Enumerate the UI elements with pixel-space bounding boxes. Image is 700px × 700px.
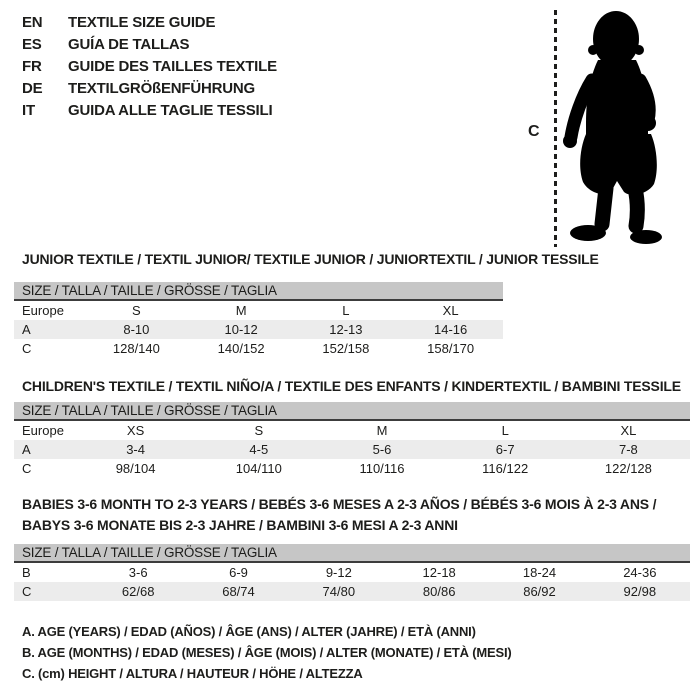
table-cell: 4-5 — [249, 442, 269, 457]
language-title: TEXTILE SIZE GUIDE — [68, 14, 216, 31]
table-row — [14, 421, 690, 440]
section-heading-babies — [22, 494, 656, 536]
babies-size-table — [14, 544, 690, 601]
table-cell: 152/158 — [322, 341, 370, 356]
table-cell: 122/128 — [604, 461, 652, 476]
language-code: ES — [22, 36, 42, 53]
toddler-silhouette-icon — [556, 4, 674, 248]
section-heading-children: CHILDREN'S TEXTILE / TEXTIL NIÑO/A / TEXTILE DES ENFANTS / KINDERTEXTIL / BAMBINI TESSILE — [22, 378, 681, 394]
table-header-bar: SIZE / TALLA / TAILLE / GRÖSSE / TAGLIA — [14, 544, 690, 563]
footnote-a: A. AGE (YEARS) / EDAD (AÑOS) / ÂGE (ANS) / ALTER (JAHRE) / ETÀ (ANNI) — [22, 624, 476, 639]
row-label: B — [22, 565, 31, 580]
table-cell: 158/170 — [427, 341, 475, 356]
section-heading-line: BABIES 3-6 MONTH TO 2-3 YEARS / BEBÉS 3-6 MESES A 2-3 AÑOS / BÉBÉS 3-6 MOIS À 2-3 ANS / — [22, 496, 657, 512]
table-cell: 6-7 — [495, 442, 515, 457]
language-title: GUIDE DES TAILLES TEXTILE — [68, 58, 277, 75]
footnotes — [22, 621, 512, 684]
language-code: FR — [22, 58, 42, 75]
table-cell: 98/104 — [115, 461, 156, 476]
table-cell: 6-9 — [229, 565, 248, 580]
language-title: GUÍA DE TALLAS — [68, 36, 190, 53]
row-label: C — [22, 461, 32, 476]
language-title: GUIDA ALLE TAGLIE TESSILI — [68, 102, 273, 119]
junior-size-table — [14, 282, 503, 358]
table-cell: 110/116 — [359, 461, 405, 476]
table-cell: S — [254, 423, 264, 438]
row-label: A — [22, 322, 31, 337]
table-cell: 92/98 — [623, 584, 657, 599]
table-cell: 12-18 — [422, 565, 456, 580]
table-cell: M — [376, 423, 388, 438]
table-cell: M — [235, 303, 247, 318]
language-code: DE — [22, 80, 43, 97]
table-row — [14, 563, 690, 582]
table-cell: XS — [126, 423, 145, 438]
table-cell: 24-36 — [623, 565, 657, 580]
table-cell: XL — [620, 423, 637, 438]
table-cell: S — [132, 303, 141, 318]
table-cell: 12-13 — [329, 322, 363, 337]
table-cell: 104/110 — [235, 461, 282, 476]
table-cell: XL — [442, 303, 459, 318]
footnote-c: C. (cm) HEIGHT / ALTURA / HAUTEUR / HÖHE / ALTEZZA — [22, 666, 363, 681]
table-row — [14, 459, 690, 478]
table-cell: 3-4 — [126, 442, 145, 457]
table-header-bar: SIZE / TALLA / TAILLE / GRÖSSE / TAGLIA — [14, 402, 690, 421]
table-row — [14, 440, 690, 459]
language-list — [22, 12, 277, 122]
language-row — [22, 34, 277, 56]
table-cell: 140/152 — [217, 341, 265, 356]
language-title: TEXTILGRÖßENFÜHRUNG — [68, 80, 256, 97]
table-cell: 10-12 — [224, 322, 258, 337]
language-row — [22, 12, 277, 34]
table-cell: 14-16 — [434, 322, 468, 337]
row-label: C — [22, 341, 32, 356]
height-measure-label: C — [528, 123, 540, 140]
table-cell: 5-6 — [372, 442, 392, 457]
section-heading-line: BABYS 3-6 MONATE BIS 2-3 JAHRE / BAMBINI 3-6 MESI A 2-3 ANNI — [22, 517, 458, 533]
table-row — [14, 582, 690, 601]
row-label: Europe — [22, 423, 64, 438]
children-size-table — [14, 402, 690, 478]
table-cell: 116/122 — [482, 461, 529, 476]
row-label: A — [22, 442, 31, 457]
table-cell: 74/80 — [322, 584, 356, 599]
table-cell: L — [342, 303, 350, 318]
table-cell: 80/86 — [422, 584, 456, 599]
table-row — [14, 320, 503, 339]
table-cell: 68/74 — [222, 584, 255, 599]
row-label: C — [22, 584, 32, 599]
row-label: Europe — [22, 303, 64, 318]
table-cell: 128/140 — [112, 341, 160, 356]
language-row — [22, 100, 277, 122]
table-cell: 18-24 — [522, 565, 557, 580]
footnote-b: B. AGE (MONTHS) / EDAD (MESES) / ÂGE (MOIS) / ALTER (MONATE) / ETÀ (MESI) — [22, 645, 512, 660]
table-row — [14, 301, 503, 320]
table-cell: 3-6 — [128, 565, 148, 580]
language-row — [22, 56, 277, 78]
table-cell: 8-10 — [123, 322, 150, 337]
section-heading-junior: JUNIOR TEXTILE / TEXTIL JUNIOR/ TEXTILE JUNIOR / JUNIORTEXTIL / JUNIOR TESSILE — [22, 251, 599, 267]
table-row — [14, 339, 503, 358]
table-header-bar: SIZE / TALLA / TAILLE / GRÖSSE / TAGLIA — [14, 282, 503, 301]
table-cell: 86/92 — [523, 584, 556, 599]
table-cell: 9-12 — [325, 565, 352, 580]
language-code: IT — [22, 102, 35, 119]
table-cell: 7-8 — [618, 442, 638, 457]
language-code: EN — [22, 14, 43, 31]
table-cell: L — [501, 423, 509, 438]
language-row — [22, 78, 277, 100]
table-cell: 62/68 — [121, 584, 155, 599]
